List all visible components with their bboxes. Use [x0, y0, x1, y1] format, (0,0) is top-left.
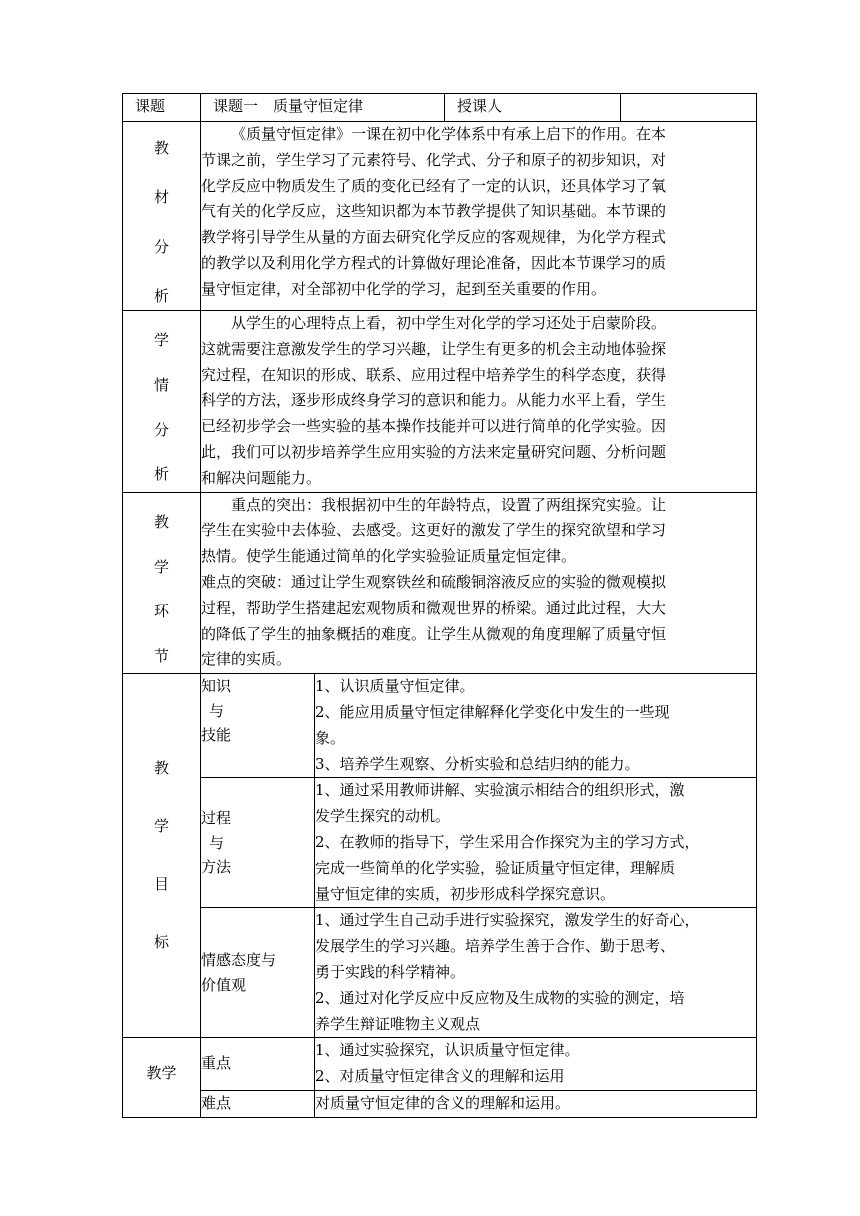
teaching-process-label: 教 学 环 节 — [123, 492, 201, 674]
topic-label: 课题 — [123, 94, 201, 122]
objective-attitude-text: 1、通过学生自己动手进行实验探究，激发学生的好奇心， 发展学生的学习兴趣。培养学生善于合作、勤于思考、 勇于实践的科学精神。 2、通过对化学反应中反应物及生成物的实验的测定，培 养学生辩证唯物主义观点 — [315, 908, 757, 1038]
teacher-value — [621, 94, 757, 122]
objective-attitude-row — [123, 908, 757, 1038]
material-analysis-text: 《质量守恒定律》一课在初中化学体系中有承上启下的作用。在本 节课之前，学生学习了元素符号、化学式、分子和原子的初步知识，对 化学反应中物质发生了质的变化已经有了一定的认识，还具体学习了氧 气有关的化学反应，这些知识都为本节教学提供了知识基础。本节课的 教学将引导学生从量的方面去研究化学反应的客观规律，为化学方程式 的教学以及利用化学方程式的计算做好理论准备，因此本节课学习的质 量守恒定律，对全部初中化学的学习，起到至关重要的作用。 — [201, 122, 757, 311]
key-points-title: 重点 — [201, 1038, 315, 1091]
student-analysis-label: 学 情 分 析 — [123, 311, 201, 493]
teaching-process-text: 重点的突出：我根据初中生的年龄特点，设置了两组探究实验。让 学生在实验中去体验、去感受。这更好的激发了学生的探究欲望和学习 热情。使学生能通过简单的化学实验验证质量定恒定律。 难点的突破：通过让学生观察铁丝和硫酸铜溶液反应的实验的微观模拟 过程，帮助学生搭建起宏观物质和微观世界的桥梁。通过此过程，大大 的降低了学生的抽象概括的难度。让学生从微观的角度理解了质量守恒 定律的实质。 — [201, 492, 757, 674]
difficulty-title: 难点 — [201, 1090, 315, 1117]
lesson-plan-table — [122, 93, 757, 1118]
objective-knowledge-title: 知识 与 技能 — [201, 674, 315, 778]
material-analysis-row — [123, 122, 757, 311]
key-points-row — [123, 1038, 757, 1091]
objective-method-row — [123, 778, 757, 908]
key-points-text: 1、通过实验探究，认识质量守恒定律。 2、对质量守恒定律含义的理解和运用 — [315, 1038, 757, 1091]
header-row — [123, 94, 757, 122]
student-analysis-row — [123, 311, 757, 493]
objective-method-title: 过程 与 方法 — [201, 778, 315, 908]
difficulty-row — [123, 1090, 757, 1117]
objectives-label: 教 学 目 标 — [123, 674, 201, 1038]
objective-attitude-title: 情感态度与 价值观 — [201, 908, 315, 1038]
teaching-process-row — [123, 492, 757, 674]
difficulty-text: 对质量守恒定律的含义的理解和运用。 — [315, 1090, 757, 1117]
topic-value: 课题一 质量守恒定律 — [201, 94, 445, 122]
focus-label: 教学 — [123, 1038, 201, 1117]
material-analysis-label: 教 材 分 析 — [123, 122, 201, 311]
objective-method-text: 1、通过采用教师讲解、实验演示相结合的组织形式，激 发学生探究的动机。 2、在教师的指导下，学生采用合作探究为主的学习方式， 完成一些简单的化学实验，验证质量守恒定律，理解质 量守恒定律的实质，初步形成科学探究意识。 — [315, 778, 757, 908]
student-analysis-text: 从学生的心理特点上看，初中学生对化学的学习还处于启蒙阶段。 这就需要注意激发学生的学习兴趣，让学生有更多的机会主动地体验探 究过程，在知识的形成、联系、应用过程中培养学生的科学态度，获得 科学的方法，逐步形成终身学习的意识和能力。从能力水平上看，学生 已经初步学会一些实验的基本操作技能并可以进行简单的化学实验。因 此，我们可以初步培养学生应用实验的方法来定量研究问题、分析问题 和解决问题能力。 — [201, 311, 757, 493]
teacher-label: 授课人 — [445, 94, 621, 122]
objective-knowledge-text: 1、认识质量守恒定律。 2、能应用质量守恒定律解释化学变化中发生的一些现 象。 3、培养学生观察、分析实验和总结归纳的能力。 — [315, 674, 757, 778]
objective-knowledge-row — [123, 674, 757, 778]
